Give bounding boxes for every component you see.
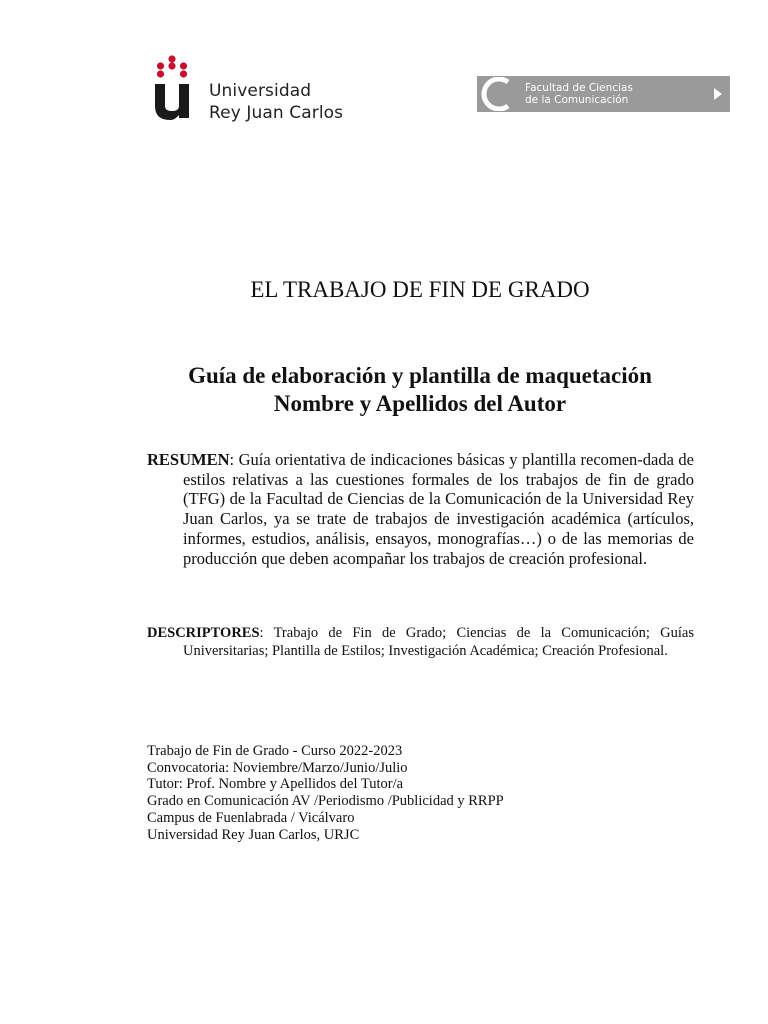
faculty-banner-text bbox=[525, 82, 633, 106]
info-degree-line: Grado en Comunicación AV /Periodismo /Publicidad y RRPP bbox=[147, 793, 504, 810]
abstract-text: : Guía orientativa de indicaciones básicas y plantilla recomen-dada de estilos relativas a las cuestiones formales de los trabajos de fin de grado (TFG) de la Facultad de Ciencias de la Comunicación de la Universidad Rey Juan Carlos, ya se trate de trabajos de investigación académica (artículos, informes, estudios, análisis, ensayos, monografías…) o de las memorias de producción que deben acompañar los trabajos de creación profesional. bbox=[183, 450, 694, 568]
keywords-paragraph bbox=[147, 625, 694, 660]
faculty-banner-line1: Facultad de Ciencias bbox=[525, 82, 633, 94]
urjc-logo-line2: Rey Juan Carlos bbox=[209, 103, 344, 123]
urjc-crown-u-icon bbox=[152, 54, 192, 124]
keywords-text: : Trabajo de Fin de Grado; Ciencias de la Comunicación; Guías Universitarias; Plantilla de Estilos; Investigación Académica; Creación Profesional. bbox=[183, 625, 694, 659]
author-name: Nombre y Apellidos del Autor bbox=[273, 391, 567, 416]
keywords-label: DESCRIPTORES bbox=[147, 625, 260, 641]
info-course-line: Trabajo de Fin de Grado - Curso 2022-2023 bbox=[147, 743, 403, 759]
document-header bbox=[0, 0, 768, 140]
info-call-line: Convocatoria: Noviembre/Marzo/Junio/Julio bbox=[147, 759, 408, 776]
abstract-label: RESUMEN bbox=[147, 450, 230, 469]
faculty-c-icon bbox=[480, 77, 514, 111]
info-campus-line: Campus de Fuenlabrada / Vicálvaro bbox=[147, 809, 355, 826]
faculty-banner-line2: de la Comunicación bbox=[525, 94, 629, 106]
urjc-logo bbox=[152, 54, 352, 124]
info-tutor-line: Tutor: Prof. Nombre y Apellidos del Tutor/a bbox=[147, 776, 404, 793]
info-university-line: Universidad Rey Juan Carlos, URJC bbox=[147, 826, 360, 843]
document-info-block bbox=[147, 743, 667, 843]
play-arrow-icon bbox=[714, 88, 722, 100]
subtitle-line-1: Guía de elaboración y plantilla de maquetación bbox=[188, 363, 652, 388]
faculty-banner bbox=[477, 76, 730, 112]
abstract-paragraph bbox=[147, 450, 694, 568]
document-subtitle bbox=[0, 362, 768, 418]
urjc-logo-line1: Universidad bbox=[209, 81, 312, 101]
urjc-logo-text bbox=[209, 80, 343, 124]
document-title: EL TRABAJO DE FIN DE GRADO bbox=[250, 277, 590, 302]
